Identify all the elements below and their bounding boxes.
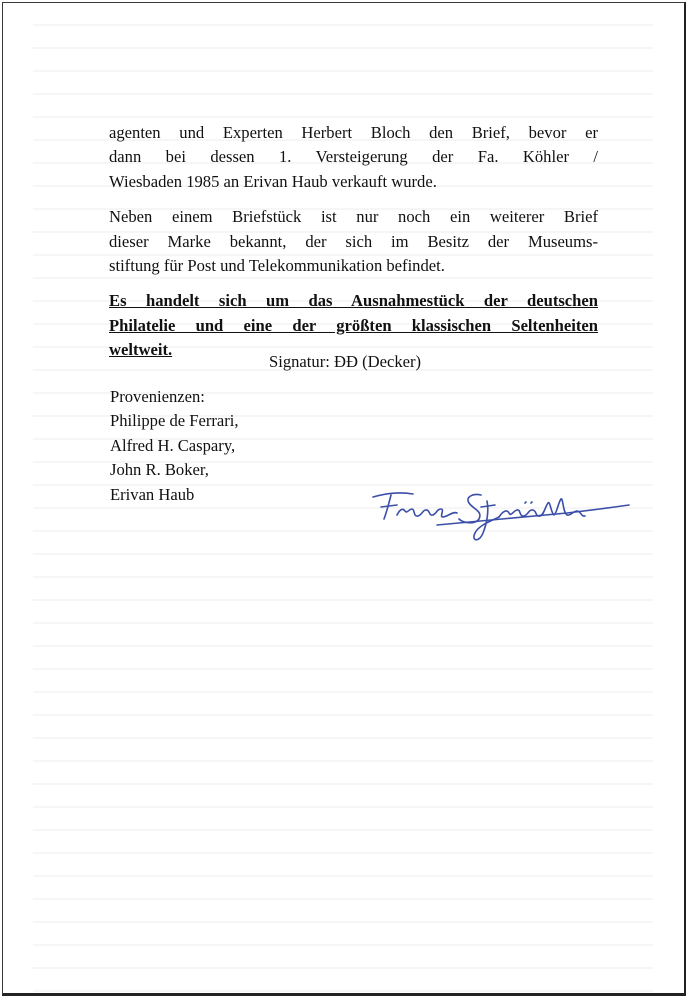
text-line: stiftung für Post und Telekommunikation befindet. <box>109 256 445 276</box>
document-page <box>2 2 686 996</box>
provenance-item: John R. Boker, <box>110 460 209 480</box>
provenance-item: Philippe de Ferrari, <box>110 411 239 431</box>
paragraph-auction-history <box>109 121 598 194</box>
provenance-heading: Provenienzen: <box>110 387 205 406</box>
handwritten-signature <box>367 483 635 551</box>
text-line: dieser Marke bekannt, der sich im Besitz der Museums- <box>109 231 598 251</box>
provenance-list <box>110 385 239 507</box>
emphasis-line: weltweit. <box>109 340 173 360</box>
text-line: agenten und Experten Herbert Bloch den Brief, bevor er <box>109 123 598 142</box>
text-line: dann bei dessen 1. Versteigerung der Fa. Köhler / <box>109 147 598 167</box>
text-line: Neben einem Briefstück ist nur noch ein weiterer Brief <box>109 207 598 227</box>
signatur-line: Signatur: ĐĐ (Decker) <box>269 352 422 371</box>
text-line: Wiesbaden 1985 an Erivan Haub verkauft wurde. <box>109 171 437 191</box>
paragraph-other-known-letter <box>109 205 598 278</box>
provenance-item: Erivan Haub <box>110 484 195 504</box>
provenance-item: Alfred H. Caspary, <box>110 435 236 455</box>
emphasis-line: Es handelt sich um das Ausnahmestück der deutschen <box>109 291 598 311</box>
body-text <box>109 121 598 363</box>
emphasis-line: Philatelie und eine der größten klassischen Seltenheiten <box>109 315 598 335</box>
